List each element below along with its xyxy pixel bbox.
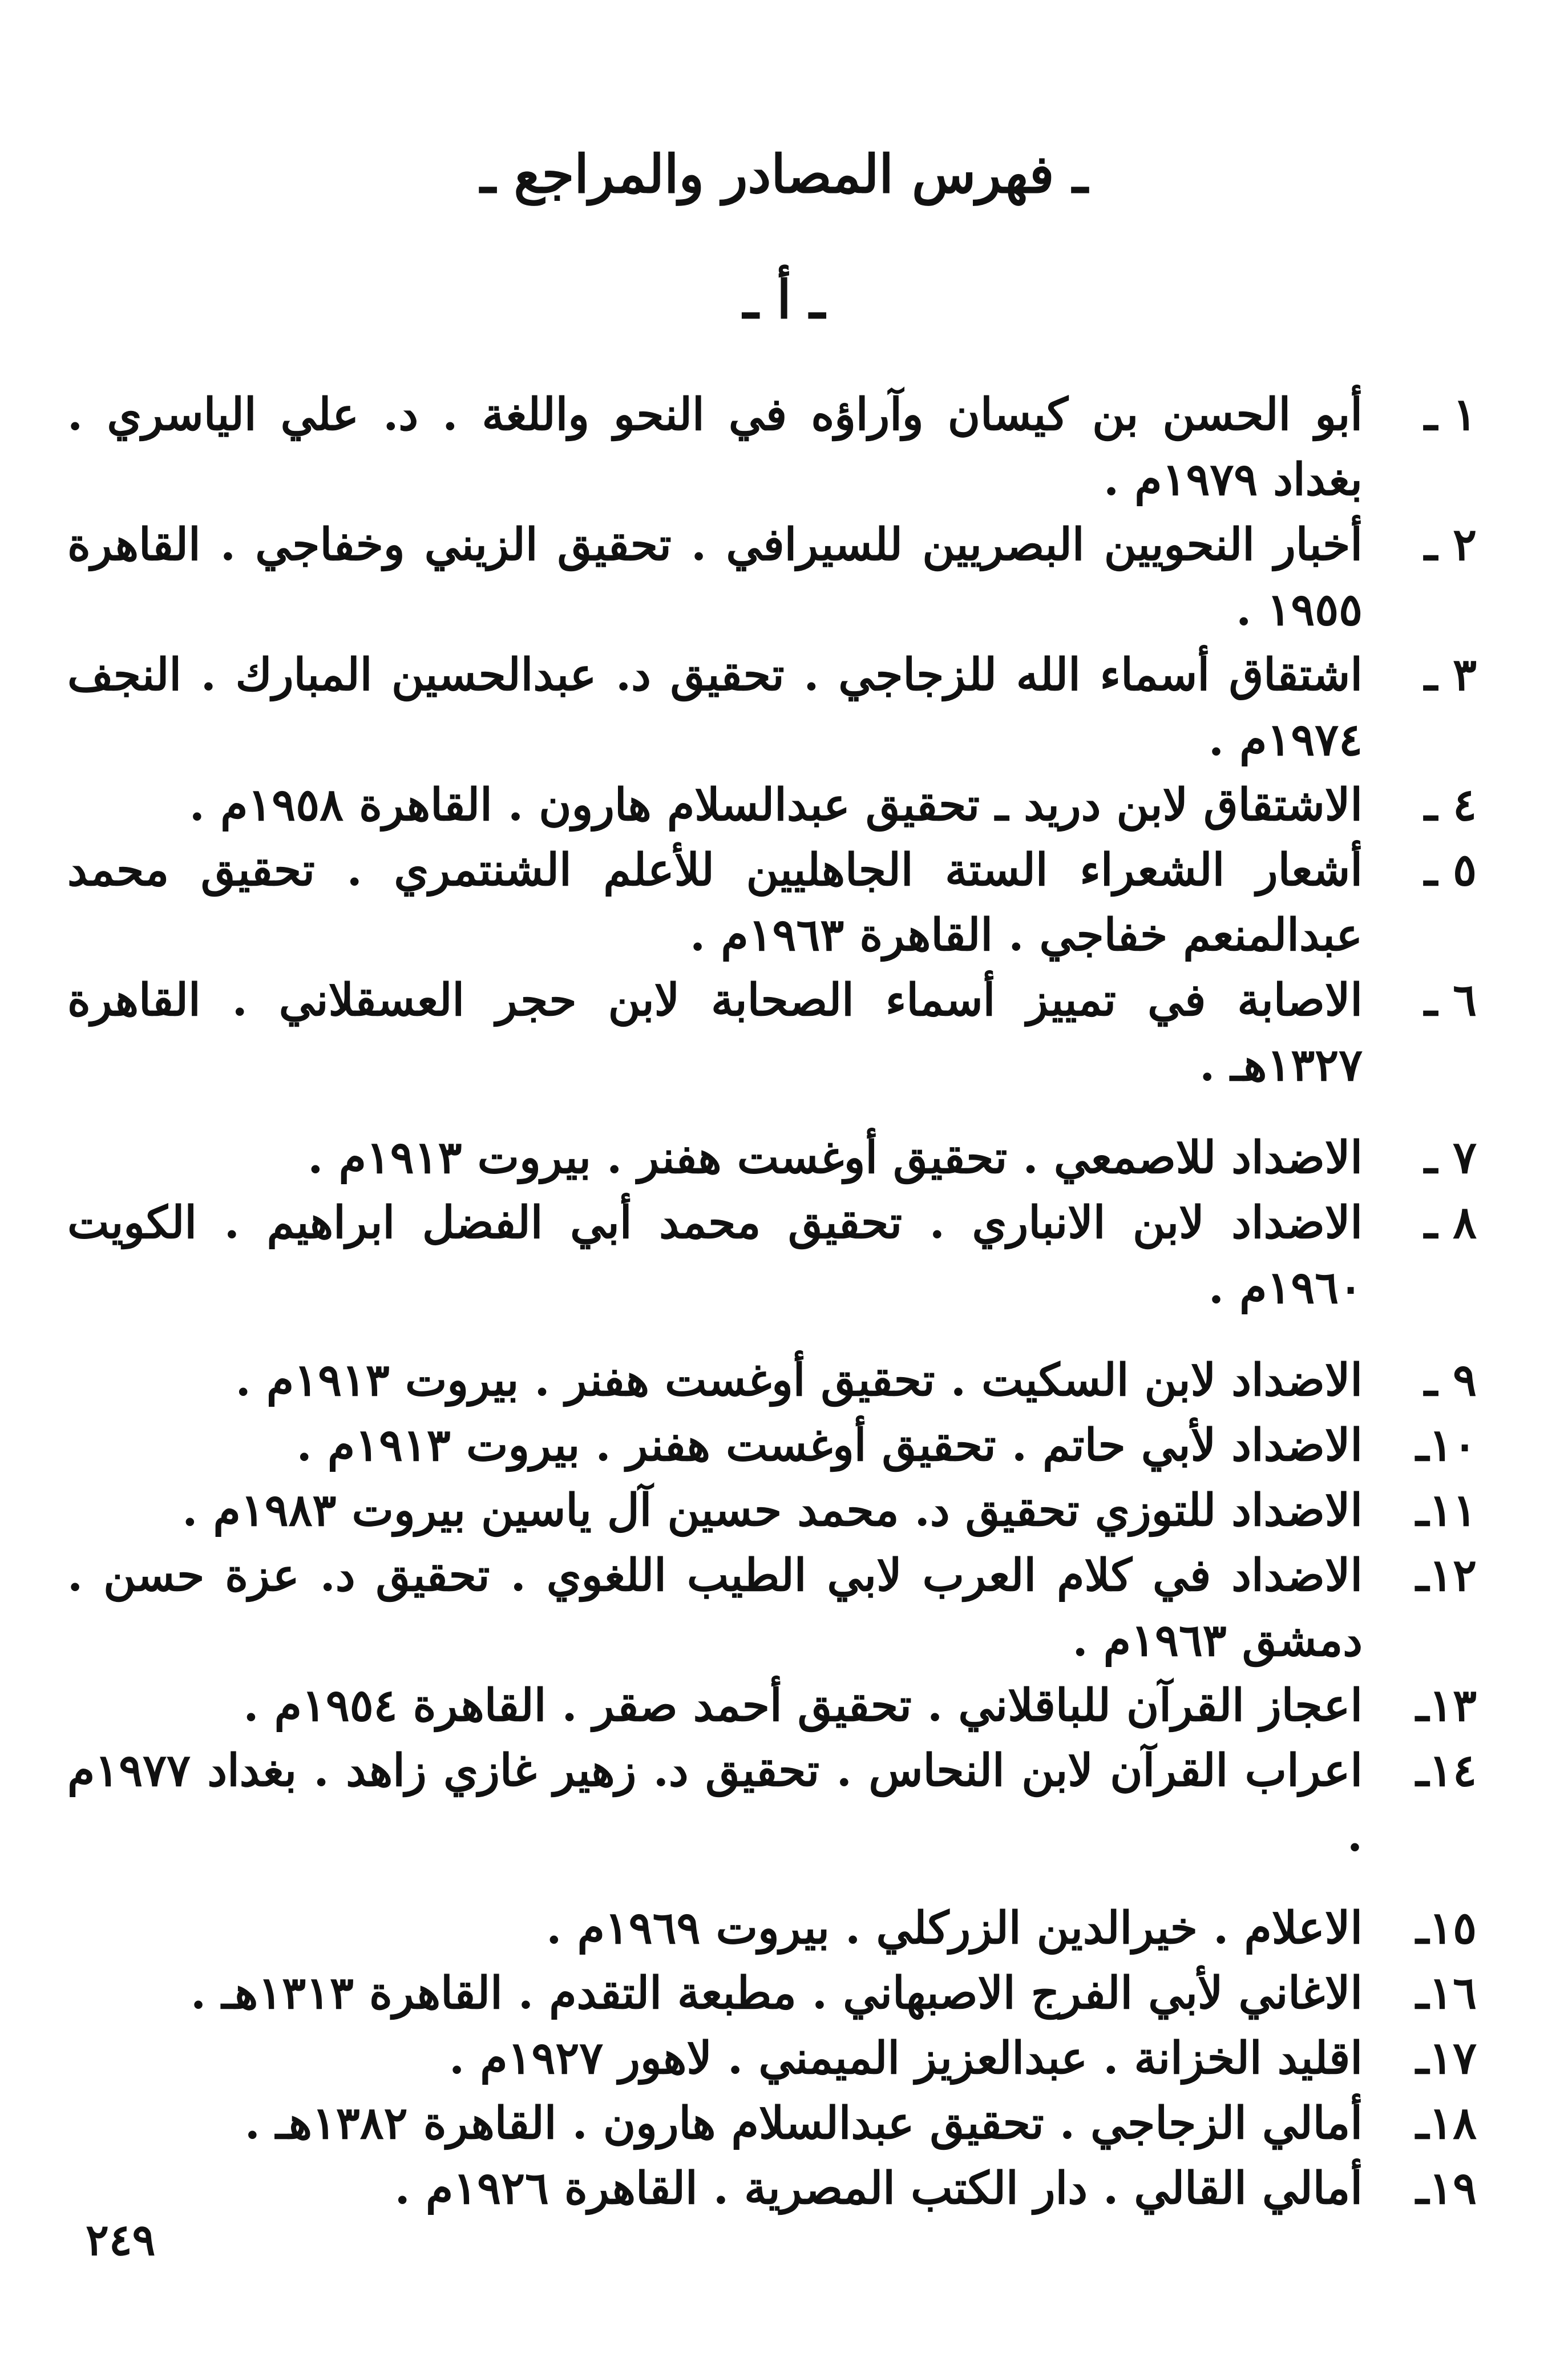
bibliography-entry <box>67 838 1477 968</box>
bibliography-entry <box>67 1348 1477 1413</box>
bibliography-entry <box>67 2026 1477 2091</box>
entry-text: الاضداد لابن السكيت . تحقيق أوغست هفنر . بيروت ١٩١٣م . <box>235 1354 1363 1406</box>
entry-text: الاضداد في كلام العرب لابي الطيب اللغوي . تحقيق د. عزة حسن . دمشق ١٩٦٣م . <box>67 1549 1363 1666</box>
bibliography-entry <box>67 1961 1477 2026</box>
entry-number: ٤ ـ <box>1424 779 1477 831</box>
bibliography-entry <box>67 2091 1477 2156</box>
bibliography-entry <box>67 382 1477 512</box>
entry-text: الاضداد لابن الانباري . تحقيق محمد أبي الفضل ابراهيم . الكويت ١٩٦٠م . <box>67 1197 1363 1314</box>
bibliography-entry <box>67 1543 1477 1673</box>
entry-number: ٧ ـ <box>1424 1132 1477 1184</box>
entry-number: ١٣ـ <box>1416 1680 1477 1732</box>
entry-number: ١٨ـ <box>1416 2097 1477 2149</box>
entry-text: أبو الحسن بن كيسان وآراؤه في النحو واللغة . د. علي الياسري . بغداد ١٩٧٩م . <box>67 389 1363 506</box>
entry-number: ١٠ـ <box>1416 1419 1477 1471</box>
entry-text: اعراب القرآن لابن النحاس . تحقيق د. زهير غازي زاهد . بغداد ١٩٧٧م . <box>67 1745 1363 1862</box>
entry-text: أخبار النحويين البصريين للسيرافي . تحقيق الزيني وخفاجي . القاهرة ١٩٥٥ . <box>67 519 1363 636</box>
entry-number: ١٩ـ <box>1416 2162 1477 2214</box>
entry-text: أمالي القالي . دار الكتب المصرية . القاهرة ١٩٢٦م . <box>394 2162 1363 2214</box>
bibliography-entry <box>67 643 1477 773</box>
entry-text: اعجاز القرآن للباقلاني . تحقيق أحمد صقر . القاهرة ١٩٥٤م . <box>243 1680 1363 1732</box>
bibliography-entry <box>67 1673 1477 1738</box>
bibliography-list <box>67 382 1477 2221</box>
bibliography-entry <box>67 1738 1477 1868</box>
entry-number: ١٥ـ <box>1416 1902 1477 1954</box>
entry-text: الاصابة في تمييز أسماء الصحابة لابن حجر العسقلاني . القاهرة ١٣٢٧هـ . <box>67 974 1363 1091</box>
page-title: ـ فهرس المصادر والمراجع ـ <box>480 143 1088 205</box>
entry-number: ١١ـ <box>1416 1484 1477 1536</box>
bibliography-entry <box>67 1478 1477 1543</box>
bibliography-entry <box>67 1413 1477 1478</box>
entry-number: ٦ ـ <box>1424 974 1477 1026</box>
entry-text: الاضداد لأبي حاتم . تحقيق أوغست هفنر . بيروت ١٩١٣م . <box>296 1419 1363 1471</box>
entry-number: ٥ ـ <box>1424 844 1477 896</box>
section-heading: ـ أ ـ <box>743 269 825 330</box>
bibliography-entry <box>67 1125 1477 1190</box>
bibliography-entry <box>67 1896 1477 1961</box>
entry-text: اشتقاق أسماء الله للزجاجي . تحقيق د. عبدالحسين المبارك . النجف ١٩٧٤م . <box>67 649 1363 766</box>
entry-text: الاضداد للاصمعي . تحقيق أوغست هفنر . بيروت ١٩١٣م . <box>308 1132 1363 1184</box>
bibliography-entry <box>67 968 1477 1098</box>
entry-number: ٢ ـ <box>1424 519 1477 571</box>
entry-number: ١٢ـ <box>1416 1549 1477 1601</box>
entry-text: أمالي الزجاجي . تحقيق عبدالسلام هارون . القاهرة ١٣٨٢هـ . <box>244 2097 1363 2149</box>
entry-text: الاشتقاق لابن دريد ـ تحقيق عبدالسلام هارون . القاهرة ١٩٥٨م . <box>189 779 1363 831</box>
entry-number: ١٧ـ <box>1416 2032 1477 2084</box>
entry-number: ٣ ـ <box>1424 649 1477 701</box>
entry-text: اقليد الخزانة . عبدالعزيز الميمني . لاهور ١٩٢٧م . <box>448 2032 1363 2084</box>
entry-number: ١٤ـ <box>1416 1745 1477 1797</box>
bibliography-entry <box>67 512 1477 643</box>
entry-number: ١ ـ <box>1424 389 1477 441</box>
entry-number: ٨ ـ <box>1424 1197 1477 1249</box>
bibliography-entry <box>67 2156 1477 2221</box>
entry-text: الاضداد للتوزي تحقيق د. محمد حسين آل ياسين بيروت ١٩٨٣م . <box>182 1484 1363 1536</box>
entry-number: ٩ ـ <box>1424 1354 1477 1406</box>
page-number: ٢٤٩ <box>86 2214 156 2265</box>
entry-number: ١٦ـ <box>1416 1967 1477 2019</box>
entry-text: الاغاني لأبي الفرج الاصبهاني . مطبعة التقدم . القاهرة ١٣١٣هـ . <box>191 1967 1363 2019</box>
bibliography-entry <box>67 1190 1477 1321</box>
entry-text: أشعار الشعراء الستة الجاهليين للأعلم الشنتمري . تحقيق محمد عبدالمنعم خفاجي . القاهرة ١٩٦٣م . <box>67 844 1363 961</box>
bibliography-entry <box>67 773 1477 838</box>
entry-text: الاعلام . خيرالدين الزركلي . بيروت ١٩٦٩م . <box>546 1902 1363 1954</box>
